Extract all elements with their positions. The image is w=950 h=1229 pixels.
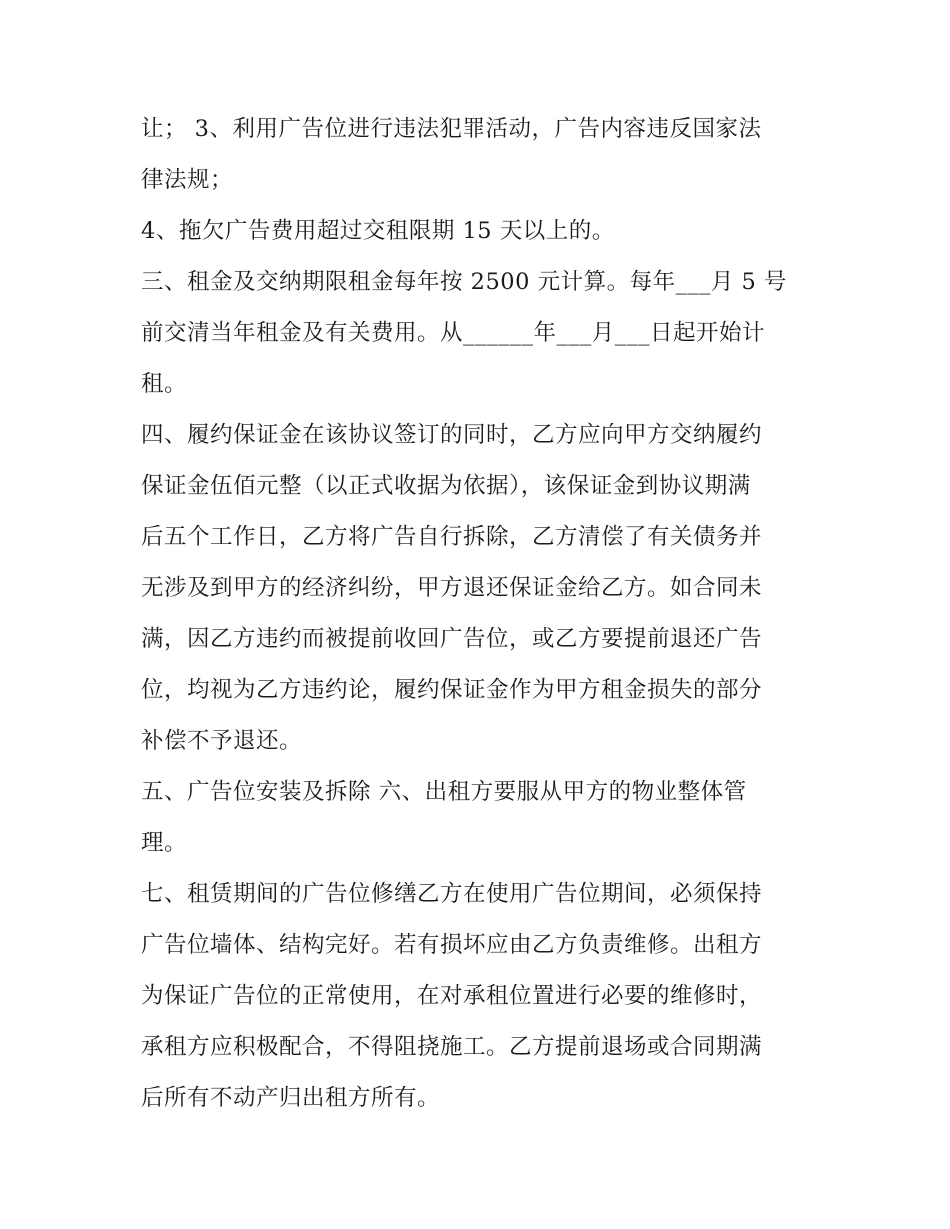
text-line: 五、广告位安装及拆除 六、出租方要服从甲方的物业整体管 xyxy=(141,779,747,805)
paragraph-section-5-6 xyxy=(141,767,821,869)
text-line: 位，均视为乙方违约论，履约保证金作为甲方租金损失的部分 xyxy=(141,677,763,703)
text-line: 满，因乙方违约而被提前收回广告位，或乙方要提前退还广告 xyxy=(141,626,763,652)
paragraph-section-4 xyxy=(141,410,821,767)
paragraph-section-7 xyxy=(141,869,821,1124)
paragraph-section-3 xyxy=(141,257,821,410)
text-line: 无涉及到甲方的经济纠纷，甲方退还保证金给乙方。如合同未 xyxy=(141,575,763,601)
text-line: 补偿不予退还。 xyxy=(141,728,303,754)
text-line: 后五个工作日，乙方将广告自行拆除，乙方清偿了有关债务并 xyxy=(141,524,763,550)
text-line: 三、租金及交纳期限租金每年按 2500 元计算。每年___月 5 号 xyxy=(141,269,787,295)
text-line: 让； 3、利用广告位进行违法犯罪活动，广告内容违反国家法 xyxy=(141,116,762,142)
text-line: 理。 xyxy=(141,830,188,856)
text-line: 保证金伍佰元整（以正式收据为依据），该保证金到协议期满 xyxy=(141,473,751,499)
text-line: 前交清当年租金及有关费用。从______年___月___日起开始计 xyxy=(141,320,766,346)
text-line: 承租方应积极配合，不得阻挠施工。乙方提前退场或合同期满 xyxy=(141,1034,763,1060)
text-line: 租。 xyxy=(141,371,188,397)
text-line: 四、履约保证金在该协议签订的同时，乙方应向甲方交纳履约 xyxy=(141,422,763,448)
text-line: 律法规； xyxy=(141,167,234,193)
text-line: 七、租赁期间的广告位修缮乙方在使用广告位期间，必须保持 xyxy=(141,881,763,907)
paragraph-clause-2-4 xyxy=(141,206,821,257)
text-line: 广告位墙体、结构完好。若有损坏应由乙方负责维修。出租方 xyxy=(141,932,763,958)
paragraph-clause-2-3 xyxy=(141,104,821,206)
text-line: 为保证广告位的正常使用，在对承租位置进行必要的维修时， xyxy=(141,983,763,1009)
document-body xyxy=(141,104,821,1124)
text-line: 4、拖欠广告费用超过交租限期 15 天以上的。 xyxy=(141,218,615,244)
text-line: 后所有不动产归出租方所有。 xyxy=(141,1085,441,1111)
